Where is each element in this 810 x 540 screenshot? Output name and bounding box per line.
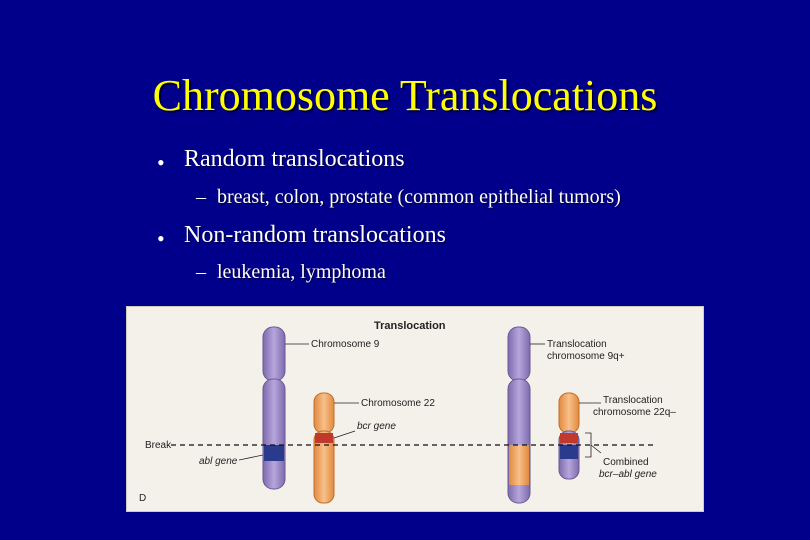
bcr-band (560, 433, 578, 443)
sub-bullet-leukemia-lymphoma: leukemia, lymphoma (217, 261, 386, 283)
chromosome-9 (263, 327, 285, 489)
dash-icon: – (196, 261, 206, 283)
figure-heading: Translocation (374, 320, 446, 332)
translocation-figure (126, 306, 704, 512)
bcr-gene-label: bcr gene (357, 421, 396, 432)
chromosome-22-label: Chromosome 22 (361, 398, 435, 409)
panel-letter: D (139, 493, 147, 504)
bullet-random-translocations: Random translocations (184, 146, 405, 172)
translocation-9q-label-line2: chromosome 9q+ (547, 351, 625, 362)
bullet-icon: • (157, 226, 165, 251)
combined-gene-label-line1: Combined (603, 457, 649, 468)
combined-gene-label-line2: bcr–abl gene (599, 469, 657, 480)
chromosome-22 (314, 393, 334, 503)
abl-band (560, 445, 578, 459)
bullet-non-random-translocations: Non-random translocations (184, 222, 446, 248)
bcr-band (315, 433, 333, 443)
translocation-22q-label-line2: chromosome 22q– (593, 407, 676, 418)
translocation-22q-label-line1: Translocation (603, 395, 663, 406)
abl-band (264, 445, 284, 461)
abl-gene-label: abl gene (199, 456, 238, 467)
translocation-9q-label-line1: Translocation (547, 339, 607, 350)
sub-bullet-epithelial-tumors: breast, colon, prostate (common epithelial tumors) (217, 186, 621, 208)
dash-icon: – (196, 186, 206, 208)
translocation-diagram (127, 307, 703, 511)
chromosome-9-label: Chromosome 9 (311, 339, 380, 350)
slide-title: Chromosome Translocations (152, 71, 658, 120)
bullet-icon: • (157, 150, 165, 175)
break-label: Break (145, 440, 172, 451)
translocation-chromosome-22q (559, 393, 579, 479)
translocation-chromosome-9q (508, 327, 530, 503)
